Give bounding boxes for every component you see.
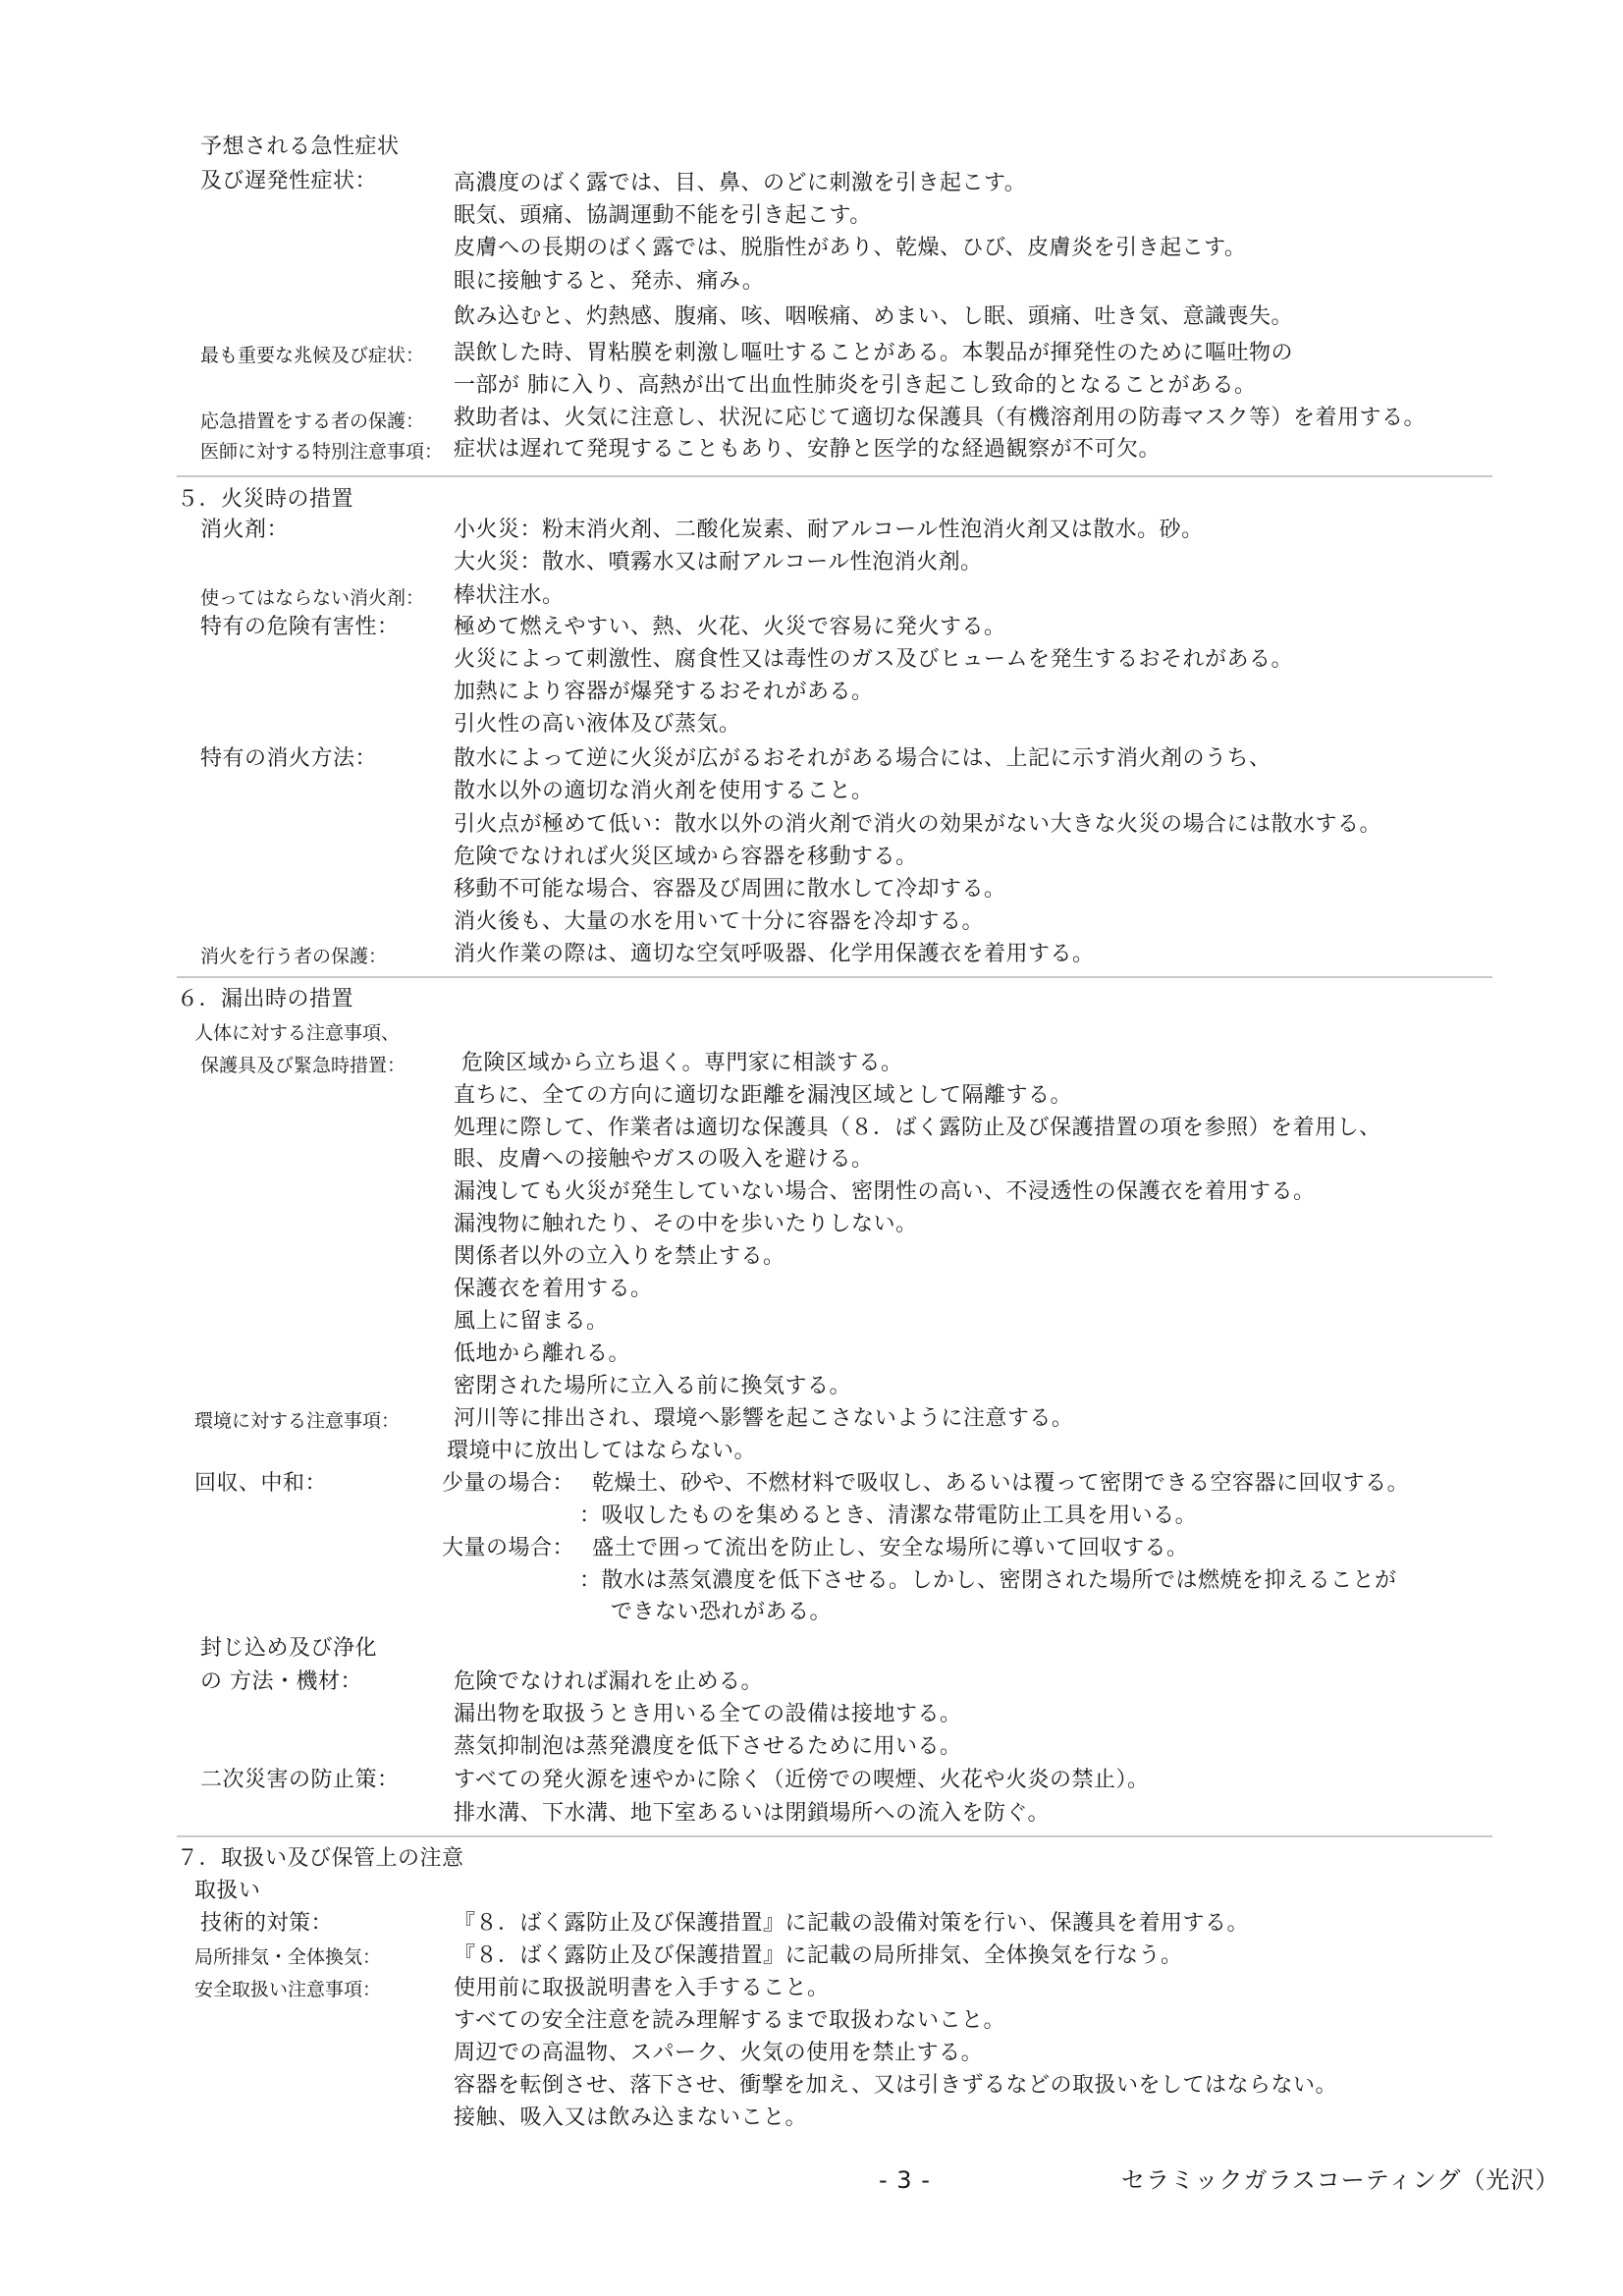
large-spill-line: できない恐れがある。 <box>611 1600 833 1624</box>
recovery-label: 回収、中和： <box>194 1471 328 1496</box>
small-spill-line: 乾燥土、砂や、不燃材料で吸収し、あるいは覆って密閉できる空容器に回収する。 <box>592 1471 1410 1496</box>
personal-precaution-line: 危険区域から立ち退く。専門家に相談する。 <box>461 1051 903 1075</box>
safe-handling-label: 安全取扱い注意事項： <box>194 1979 382 2000</box>
safe-handling-line: 使用前に取扱説明書を入手すること。 <box>454 1976 830 2000</box>
acute-symptom-line: 眼に接触すると、発赤、痛み。 <box>454 269 765 294</box>
section-divider <box>177 475 1492 477</box>
environmental-precautions-label: 環境に対する注意事項： <box>194 1410 401 1432</box>
ventilation-label: 局所排気・全体換気： <box>194 1946 382 1968</box>
personal-precaution-line: 低地から離れる。 <box>454 1341 631 1366</box>
doctor-notes-text: 症状は遅れて発現することもあり、安静と医学的な経過観察が不可欠。 <box>454 437 1162 462</box>
safe-handling-line: 容器を転倒させ、落下させ、衝撃を加え、又は引きずるなどの取扱いをしてはならない。 <box>454 2073 1338 2098</box>
specific-hazard-line: 加熱により容器が爆発するおそれがある。 <box>454 680 874 704</box>
environmental-precaution-line: 環境中に放出してはならない。 <box>447 1439 757 1463</box>
containment-line: 危険でなければ漏れを止める。 <box>454 1669 764 1694</box>
firefighting-method-line: 散水以外の適切な消火剤を使用すること。 <box>454 779 874 803</box>
firefighter-protection-label: 消火を行う者の保護： <box>200 946 388 967</box>
large-spill-line: ：散水は蒸気濃度を低下させる。しかし、密閉された場所では燃焼を抑えることが <box>579 1568 1397 1593</box>
specific-hazard-line: 火災によって刺激性、腐食性又は毒性のガス及びヒュームを発生するおそれがある。 <box>454 647 1294 672</box>
forbidden-extinguisher-label: 使ってはならない消火剤： <box>200 587 425 609</box>
safe-handling-line: 接触、吸入又は飲み込まないこと。 <box>454 2105 808 2130</box>
extinguisher-line: 小火災：粉末消火剤、二酸化炭素、耐アルコール性泡消火剤又は散水。砂。 <box>454 518 1204 542</box>
important-symptoms-line: 一部が 肺に入り、高熱が出て出血性肺炎を引き起こし致命的となることがある。 <box>454 373 1257 398</box>
section-divider <box>177 976 1492 978</box>
firefighting-method-line: 危険でなければ火災区域から容器を移動する。 <box>454 845 918 869</box>
containment-label: 封じ込め及び浄化 <box>200 1636 378 1661</box>
important-symptoms-label: 最も重要な兆候及び症状： <box>200 345 425 366</box>
acute-symptoms-label: 及び遅発性症状： <box>200 169 378 193</box>
personal-precaution-line: 関係者以外の立入りを禁止する。 <box>454 1244 785 1269</box>
technical-measures-label: 技術的対策： <box>200 1911 334 1936</box>
personal-precaution-line: 密閉された場所に立入る前に換気する。 <box>454 1374 852 1398</box>
acute-symptom-line: 眠気、頭痛、協調運動不能を引き起こす。 <box>454 203 872 228</box>
personal-precaution-line: 眼、皮膚への接触やガスの吸入を避ける。 <box>454 1147 874 1172</box>
firefighting-method-line: 消火後も、大量の水を用いて十分に容器を冷却する。 <box>454 909 985 934</box>
acute-symptom-line: 高濃度のばく露では、目、鼻、のどに刺激を引き起こす。 <box>454 171 1027 195</box>
acute-symptom-line: 飲み込むと、灼熱感、腹痛、咳、咽喉痛、めまい、し眠、頭痛、吐き気、意識喪失。 <box>454 304 1294 329</box>
containment-line: 漏出物を取扱うとき用いる全ての設備は接地する。 <box>454 1702 962 1726</box>
doctor-notes-label: 医師に対する特別注意事項： <box>200 441 444 463</box>
rescuer-protection-label: 応急措置をする者の保護： <box>200 410 425 432</box>
firefighter-protection-text: 消火作業の際は、適切な空気呼吸器、化学用保護衣を着用する。 <box>454 942 1095 966</box>
specific-hazard-line: 引火性の高い液体及び蒸気。 <box>454 712 741 737</box>
extinguisher-line: 大火災：散水、噴霧水又は耐アルコール性泡消火剤。 <box>454 550 983 574</box>
small-spill-label: 少量の場合： <box>442 1471 575 1496</box>
secondary-disaster-line: すべての発火源を速やかに除く（近傍での喫煙、火花や火炎の禁止）。 <box>454 1768 1150 1792</box>
personal-precautions-label: 保護具及び緊急時措置： <box>200 1055 406 1076</box>
containment-label: の 方法・機材： <box>200 1669 362 1694</box>
product-name: セラミックガラスコーティング（光沢） <box>1121 2166 1560 2194</box>
environmental-precaution-line: 河川等に排出され、環境へ影響を起こさないように注意する。 <box>454 1406 1074 1431</box>
section-title: ５．火災時の措置 <box>177 487 354 512</box>
personal-precautions-label: 人体に対する注意事項、 <box>194 1022 401 1044</box>
section-title: ７．取扱い及び保管上の注意 <box>177 1846 464 1871</box>
ventilation-text: 『８．ばく露防止及び保護措置』に記載の局所排気、全体換気を行なう。 <box>454 1943 1183 1968</box>
rescuer-protection-text: 救助者は、火気に注意し、状況に応じて適切な保護具（有機溶剤用の防毒マスク等）を着用する。 <box>454 406 1427 430</box>
firefighting-method-label: 特有の消火方法： <box>200 746 378 771</box>
safe-handling-line: 周辺での高温物、スパーク、火気の使用を禁止する。 <box>454 2041 984 2065</box>
extinguisher-label: 消火剤： <box>200 518 290 542</box>
large-spill-label: 大量の場合： <box>442 1536 575 1560</box>
large-spill-line: 盛土で囲って流出を防止し、安全な場所に導いて回収する。 <box>592 1536 1189 1560</box>
page-number: - 3 - <box>879 2166 931 2194</box>
small-spill-line: ：吸収したものを集めるとき、清潔な帯電防止工具を用いる。 <box>579 1503 1198 1528</box>
forbidden-extinguisher-text: 棒状注水。 <box>454 583 565 608</box>
firefighting-method-line: 引火点が極めて低い：散水以外の消火剤で消火の効果がない大きな火災の場合には散水する。 <box>454 812 1382 837</box>
safe-handling-line: すべての安全注意を読み理解するまで取扱わないこと。 <box>454 2008 1006 2033</box>
secondary-disaster-label: 二次災害の防止策： <box>200 1768 400 1792</box>
personal-precaution-line: 風上に留まる。 <box>454 1309 609 1334</box>
personal-precaution-line: 漏洩しても火災が発生していない場合、密閉性の高い、不浸透性の保護衣を着用する。 <box>454 1179 1316 1204</box>
specific-hazard-label: 特有の危険有害性： <box>200 615 400 639</box>
section-title: ６．漏出時の措置 <box>177 987 354 1011</box>
firefighting-method-line: 散水によって逆に火災が広がるおそれがある場合には、上記に示す消火剤のうち、 <box>454 746 1271 771</box>
handling-label: 取扱い <box>194 1879 261 1903</box>
specific-hazard-line: 極めて燃えやすい、熱、火花、火災で容易に発火する。 <box>454 615 1006 639</box>
personal-precaution-line: 直ちに、全ての方向に適切な距離を漏洩区域として隔離する。 <box>454 1083 1073 1108</box>
section-divider <box>177 1835 1492 1837</box>
important-symptoms-line: 誤飲した時、胃粘膜を刺激し嘔吐することがある。本製品が揮発性のために嘔吐物の <box>454 341 1294 365</box>
containment-line: 蒸気抑制泡は蒸発濃度を低下させるために用いる。 <box>454 1734 962 1759</box>
acute-symptoms-label: 予想される急性症状 <box>200 135 400 159</box>
acute-symptom-line: 皮膚への長期のばく露では、脱脂性があり、乾燥、ひび、皮膚炎を引き起こす。 <box>454 236 1247 260</box>
secondary-disaster-line: 排水溝、下水溝、地下室あるいは閉鎖場所への流入を防ぐ。 <box>454 1801 1051 1826</box>
personal-precaution-line: 処理に際して、作業者は適切な保護具（８．ばく露防止及び保護措置の項を参照）を着用し、 <box>454 1116 1381 1140</box>
personal-precaution-line: 保護衣を着用する。 <box>454 1277 653 1301</box>
personal-precaution-line: 漏洩物に触れたり、その中を歩いたりしない。 <box>454 1212 918 1236</box>
technical-measures-text: 『８．ばく露防止及び保護措置』に記載の設備対策を行い、保護具を着用する。 <box>454 1911 1250 1936</box>
firefighting-method-line: 移動不可能な場合、容器及び周囲に散水して冷却する。 <box>454 877 1006 902</box>
